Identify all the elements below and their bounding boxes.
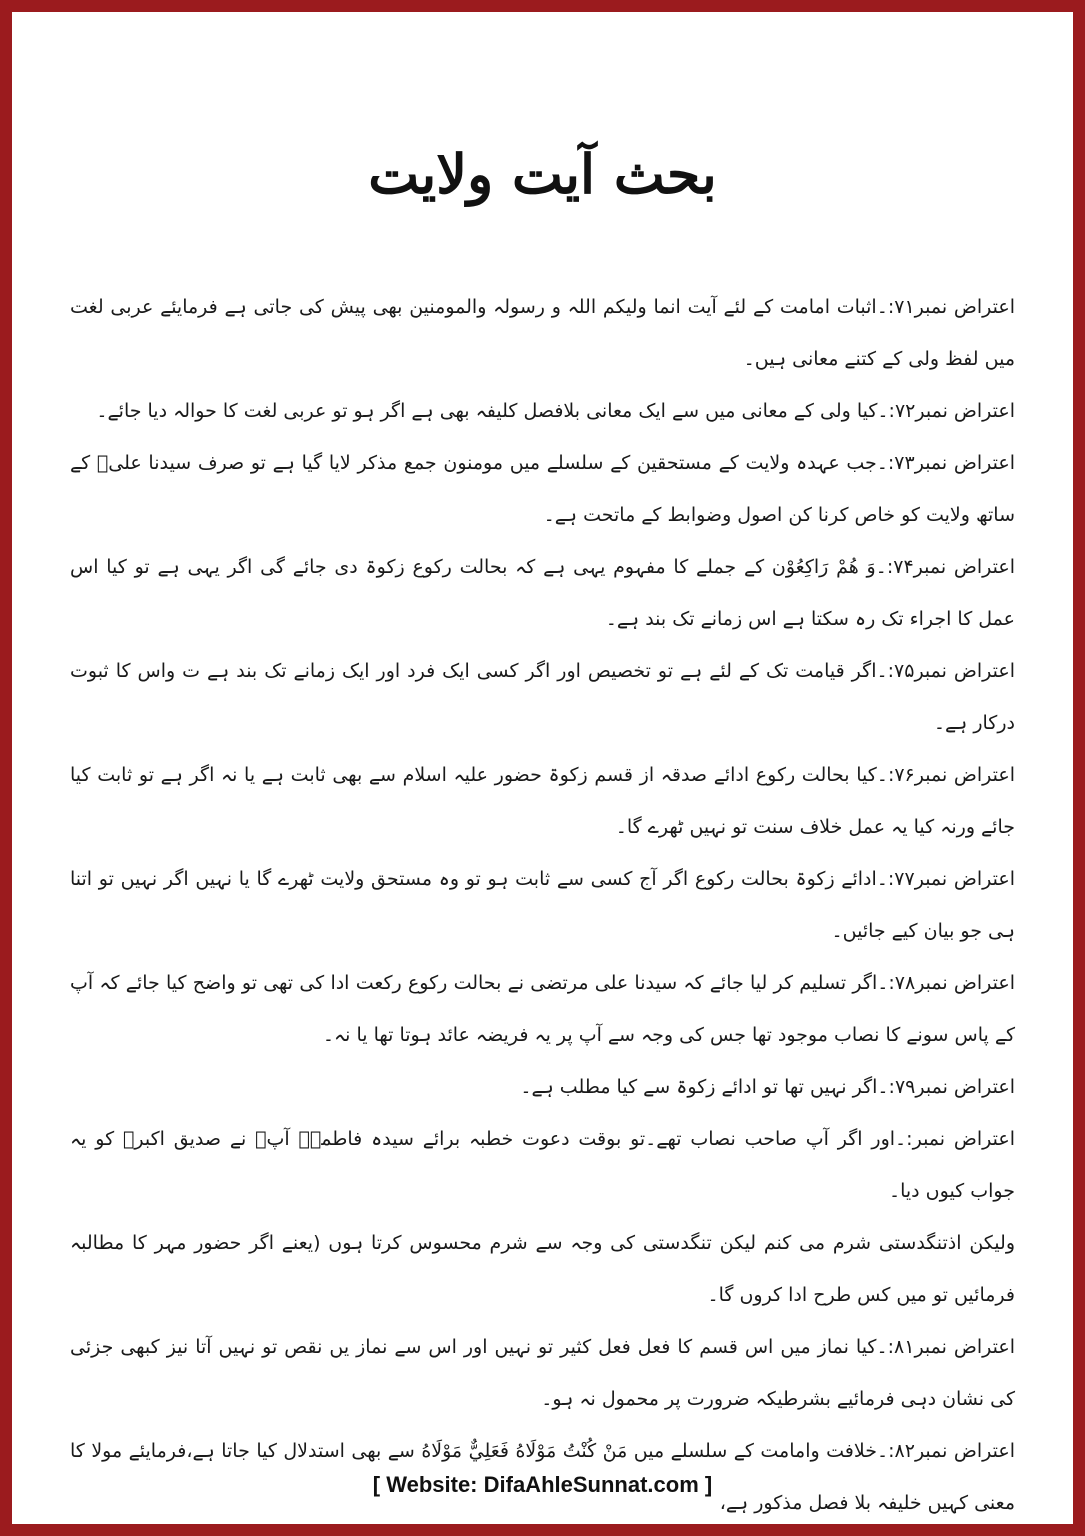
objection-81: اعتراض نمبر۸۱:۔کیا نماز میں اس قسم کا فعل فعل کثیر تو نہیں اور اس سے نماز یں نقص تو نہیں آتا نیز کبھی جزئی کی نشان دہی فرمائیے بشرطیکہ ضرورت پر محمول نہ ہو۔ [70,1335,1015,1410]
objection-74: اعتراض نمبر۷۴:۔وَ هُمْ رَاكِعُوْن کے جملے کا مفہوم یہی ہے کہ بحالت رکوع زکوۃ دی جائے گی اگر یہی ہے تو کیا اس عمل کا اجراء تک رہ سکتا ہے اس زمانے تک بند ہے۔ [70,555,1015,630]
objection-78: اعتراض نمبر۷۸:۔اگر تسلیم کر لیا جائے کہ سیدنا علی مرتضی نے بحالت رکوع رکعت ادا کی تھی تو واضح کیا جائے کہ آپ کے پاس سونے کا نصاب موجود تھا جس کی وجہ سے آپ پر یہ فریضہ عائد ہوتا تھا یا نہ۔ [70,971,1015,1046]
document-body [24,24,1061,1512]
objection-71: اعتراض نمبر۷۱:۔اثبات امامت کے لئے آیت انما ولیکم اللہ و رسولہ والمومنین بھی پیش کی جاتی ہے فرمایئے عربی لغت میں لفظ ولی کے کتنے معانی ہیں۔ [70,295,1015,370]
objection-80: اعتراض نمبر:۔اور اگر آپ صاحب نصاب تھے۔تو بوقت دعوت خطبہ برائے سیدہ فاطمہؓ آپؑ نے صدیق اکبرؓ کو یہ جواب کیوں دیا۔ [70,1127,1015,1202]
objection-79: اعتراض نمبر۷۹:۔اگر نہیں تھا تو ادائے زکوۃ سے کیا مطلب ہے۔ [520,1075,1015,1098]
objection-list [70,281,1015,1529]
website-footer: [ Website: DifaAhleSunnat.com ] [372,1472,713,1497]
objection-72: اعتراض نمبر۷۲:۔کیا ولی کے معانی میں سے ایک معانی بلافصل کلیفہ بھی ہے اگر ہو تو عربی لغت کا حوالہ دیا جائے۔ [96,399,1015,422]
objection-80-quote: ولیکن اذتنگدستی شرم می کنم لیکن تنگدستی کی وجہ سے شرم محسوس کرتا ہوں (یعنے اگر حضور مہر کا مطالبہ فرمائیں تو میں کس طرح ادا کروں گا۔ [70,1231,1015,1306]
objection-73: اعتراض نمبر۷۳:۔جب عہدہ ولایت کے مستحقین کے سلسلے میں مومنون جمع مذکر لایا گیا ہے تو صرف سیدنا علیؓ کے ساتھ ولایت کو خاص کرنا کن اصول وضوابط کے ماتحت ہے۔ [70,451,1015,526]
objection-75: اعتراض نمبر۷۵:۔اگر قیامت تک کے لئے ہے تو تخصیص اور اگر کسی ایک فرد اور ایک زمانے تک بند ہے ت واس کا ثبوت درکار ہے۔ [70,659,1015,734]
page-title: بحث آیت ولایت [368,142,717,206]
objection-82: اعتراض نمبر۸۲:۔خلافت وامامت کے سلسلے میں مَنْ كُنْتُ مَوْلَاهُ فَعَلِيٌّ مَوْلَاهُ سے بھی استدلال کیا جاتا ہے،فرمایئے مولا کا معنی کہیں خلیفہ بلا فصل مذکور ہے، [70,1439,1015,1514]
objection-76: اعتراض نمبر۷۶:۔کیا بحالت رکوع ادائے صدقہ از قسم زکوۃ حضور علیہ اسلام سے بھی ثابت ہے یا نہ اگر ہے تو ثابت کیا جائے ورنہ کیا یہ عمل خلاف سنت تو نہیں ٹھرے گا۔ [70,763,1015,838]
objection-77: اعتراض نمبر۷۷:۔ادائے زکوۃ بحالت رکوع اگر آج کسی سے ثابت ہو تو وہ مستحق ولایت ٹھرے گا یا نہیں اگر نہیں تو اتنا ہی جو بیان کیے جائیں۔ [70,867,1015,942]
